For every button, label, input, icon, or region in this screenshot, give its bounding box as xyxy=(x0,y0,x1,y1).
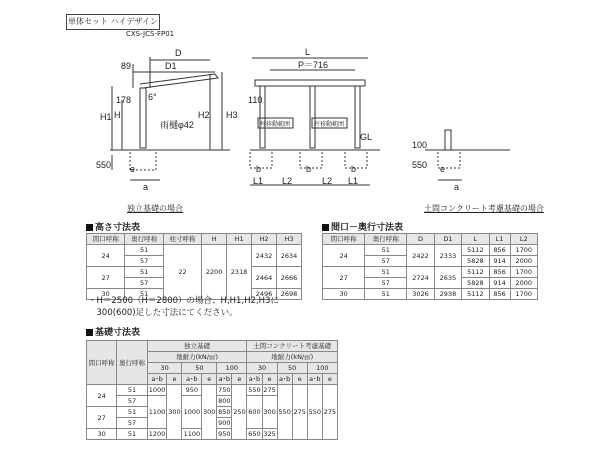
header-title: 単体セット ハイデザイン xyxy=(66,14,160,30)
height-note: ・H＝2500（H＝2800）の場合、H,H1,H2,H3に 300(600)足した寸法にてください。 xyxy=(88,296,279,318)
label-L2a: L2 xyxy=(282,176,293,186)
label-110: 110 xyxy=(248,95,263,105)
label-post: 雨樋φ42 xyxy=(160,120,194,130)
label-P: P＝716 xyxy=(298,60,329,70)
label-b2: b xyxy=(306,164,312,174)
height-table: 間口呼称 奥行呼称 柱寸呼称 H H1 H2 H3 24 51 22 2200 2318 2432 2634 57 27 51 2464 2666 57 30 51 2496 2698 xyxy=(86,233,302,300)
header-code: CXS-JCS-FP01 xyxy=(126,30,175,38)
sign-1: 杆移動範囲 xyxy=(260,122,291,128)
height-table-title: 高さ寸法表 xyxy=(86,220,140,233)
label-a: a xyxy=(143,182,149,192)
caption-slab: 土間コンクリート考慮基礎の場合 xyxy=(424,204,544,213)
label-D1: D1 xyxy=(165,61,177,71)
label-D: D xyxy=(175,48,182,58)
label-L1a: L1 xyxy=(253,176,264,186)
label-GL: GL xyxy=(360,132,373,142)
label-ar: a xyxy=(454,182,460,192)
label-er: e xyxy=(440,164,446,174)
label-178: 178 xyxy=(116,95,132,105)
caption-independent: 独立基礎の場合 xyxy=(127,204,183,213)
foundation-table: 間口呼称 奥行呼称 独立基礎 土間コンクリート考慮基礎 地耐力(kN/㎡) 地耐力(kN/㎡) 30 50 100 30 50 100 a･b e a･b e a･b e a･b e a･b e a･b e 24 51 1000 300 950 300 750 250 550 275 550 275 550 275 57 1100 1000 800 600 300 27 51 850 57 900 30 51 1200 1100 950 650 325 xyxy=(86,340,338,440)
label-6deg: 6° xyxy=(148,92,157,102)
label-e: e xyxy=(130,164,136,174)
sign-2: 杆移動範囲 xyxy=(314,122,345,128)
label-550: 550 xyxy=(96,160,112,170)
label-H1: H1 xyxy=(100,112,112,122)
label-L2b: L2 xyxy=(322,176,333,186)
opening-table-title: 間口－奥行寸法表 xyxy=(322,220,403,233)
label-H3: H3 xyxy=(226,110,238,120)
label-H: H xyxy=(114,110,121,120)
label-L1b: L1 xyxy=(348,176,359,186)
label-550r: 550 xyxy=(412,160,428,170)
label-H2: H2 xyxy=(198,110,210,120)
label-100: 100 xyxy=(412,140,428,150)
label-b1: b xyxy=(256,164,262,174)
foundation-table-title: 基礎寸法表 xyxy=(86,325,140,338)
label-L: L xyxy=(305,47,311,57)
label-89: 89 xyxy=(121,61,132,71)
opening-table: 間口呼称 奥行呼称 D D1 L L1 L2 24 51 2422 2333 5112 856 1700 57 5828 914 2000 27 51 2724 2635 5112 856 1700 57 5828 914 2000 30 51 3026 2938 5112 856 1700 xyxy=(322,233,538,300)
label-b3: b xyxy=(351,164,357,174)
side-elevation-diagram xyxy=(0,0,600,210)
